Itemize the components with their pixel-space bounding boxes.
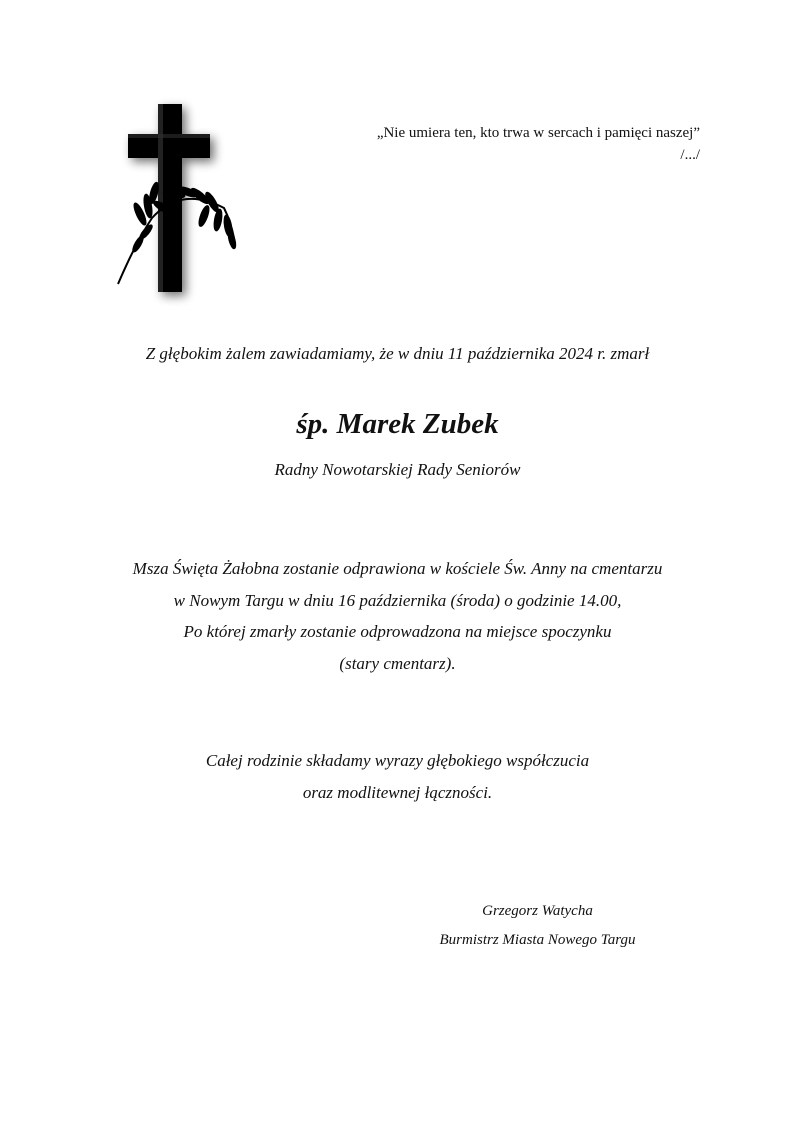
condolences-line: Całej rodzinie składamy wyrazy głębokiego współczucia	[205, 751, 590, 770]
signatory-name: Grzegorz Watycha	[482, 903, 593, 919]
quote-suffix: /.../	[680, 147, 700, 163]
cross-with-palm-branch-icon	[108, 96, 258, 306]
signatory-position: Burmistrz Miasta Nowego Targu	[439, 931, 636, 948]
quote-block	[340, 122, 700, 166]
quote-text: „Nie umiera ten, kto trwa w sercach i pamięci naszej”	[376, 125, 700, 141]
mass-info-line: Msza Święta Żałobna zostanie odprawiona w kościele Św. Anny na cmentarzu	[132, 559, 663, 578]
mass-info-block	[40, 553, 755, 679]
signature-block	[400, 897, 675, 954]
deceased-title: Radny Nowotarskiej Rady Seniorów	[274, 460, 521, 479]
announcement-text: Z głębokim żalem zawiadamiamy, że w dniu 11 października 2024 r. zmarł	[145, 344, 650, 363]
condolences-block	[40, 745, 755, 809]
mass-info-line: w Nowym Targu w dniu 16 października (środa) o godzinie 14.00,	[173, 590, 622, 610]
mass-info-line: Po której zmarły zostanie odprowadzona na miejsce spoczynku	[183, 622, 612, 641]
deceased-name: śp. Marek Zubek	[296, 408, 499, 440]
condolences-line: oraz modlitewnej łączności.	[302, 783, 493, 802]
mass-info-line: (stary cmentarz).	[339, 653, 456, 673]
